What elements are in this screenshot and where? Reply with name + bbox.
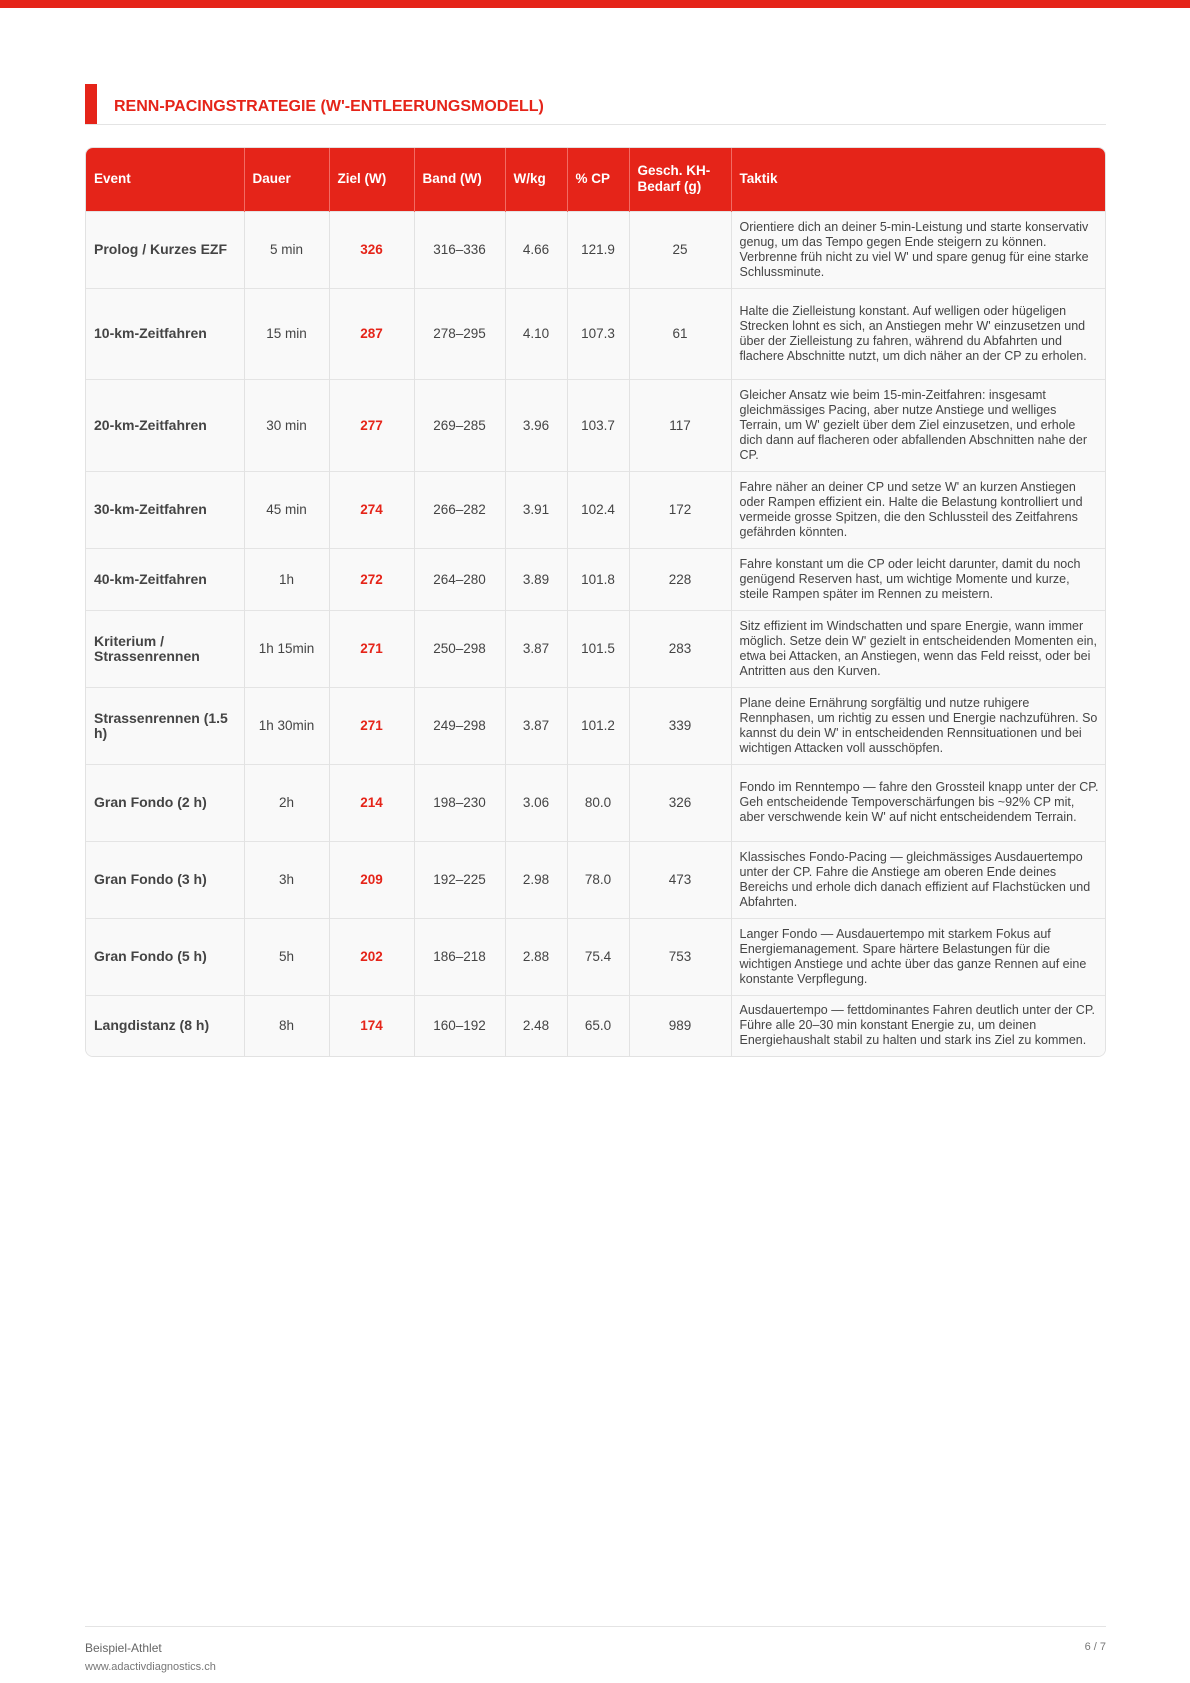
power-band-cell: 264–280	[414, 548, 505, 610]
wkg-cell: 2.98	[505, 841, 567, 918]
target-power-cell: 209	[329, 841, 414, 918]
section-accent-marker	[85, 84, 97, 124]
power-band-cell: 278–295	[414, 288, 505, 379]
tactic-cell: Orientiere dich an deiner 5-min-Leistung und starte konservativ genug, um das Tempo gegen Ende steigern zu können. Verbrenne früh nicht zu viel W' und spare genug für eine starke Schlussminute.	[731, 211, 1105, 288]
cp-percent-cell: 121.9	[567, 211, 629, 288]
target-power-cell: 271	[329, 610, 414, 687]
wkg-cell: 4.66	[505, 211, 567, 288]
event-cell: Prolog / Kurzes EZF	[86, 211, 244, 288]
header-tactic: Taktik	[739, 171, 778, 187]
cp-percent-cell: 103.7	[567, 379, 629, 471]
header-target: Ziel (W)	[329, 148, 414, 211]
cp-percent-cell: 80.0	[567, 764, 629, 841]
wkg-cell: 3.87	[505, 687, 567, 764]
wkg-cell: 3.89	[505, 548, 567, 610]
header-cp: % CP	[567, 148, 629, 211]
wkg-cell: 2.48	[505, 995, 567, 1056]
section-title: RENN-PACINGSTRATEGIE (W'-ENTLEERUNGSMODELL)	[114, 98, 544, 115]
power-band-cell: 198–230	[414, 764, 505, 841]
event-cell: 20-km-Zeitfahren	[86, 379, 244, 471]
tactic-cell: Fahre konstant um die CP oder leicht darunter, damit du noch genügend Reserven hast, um wichtige Momente und kurze, steile Rampen später im Rennen zu meistern.	[731, 548, 1105, 610]
power-band-cell: 250–298	[414, 610, 505, 687]
target-power-cell: 274	[329, 471, 414, 548]
website-link[interactable]: www.adactivdiagnostics.ch	[85, 1661, 216, 1673]
header-event: Event	[86, 148, 244, 211]
carbs-cell: 326	[629, 764, 731, 841]
event-cell: 10-km-Zeitfahren	[86, 288, 244, 379]
wkg-cell: 2.88	[505, 918, 567, 995]
event-cell: Gran Fondo (5 h)	[86, 918, 244, 995]
wkg-cell: 4.10	[505, 288, 567, 379]
tactic-cell: Fondo im Renntempo — fahre den Grossteil knapp unter der CP. Geh entscheidende Tempoverschärfungen bis ~92% CP mit, aber verschwende kein W' auf nicht entscheidendem Terrain.	[731, 764, 1105, 841]
power-band-cell: 316–336	[414, 211, 505, 288]
header-carbs: Gesch. KH-Bedarf (g)	[629, 148, 731, 211]
athlete-name: Beispiel-Athlet	[85, 1641, 162, 1655]
duration-cell: 1h	[244, 548, 329, 610]
event-cell: Langdistanz (8 h)	[86, 995, 244, 1056]
power-band-cell: 269–285	[414, 379, 505, 471]
page-number: 6 / 7	[1084, 1641, 1106, 1653]
power-band-cell: 186–218	[414, 918, 505, 995]
carbs-cell: 339	[629, 687, 731, 764]
carbs-cell: 283	[629, 610, 731, 687]
duration-cell: 1h 30min	[244, 687, 329, 764]
carbs-cell: 117	[629, 379, 731, 471]
power-band-cell: 160–192	[414, 995, 505, 1056]
cp-percent-cell: 101.5	[567, 610, 629, 687]
event-cell: Strassenrennen (1.5 h)	[86, 687, 244, 764]
power-band-cell: 266–282	[414, 471, 505, 548]
target-power-cell: 271	[329, 687, 414, 764]
table-row	[86, 918, 1105, 995]
carbs-cell: 25	[629, 211, 731, 288]
section-header	[85, 84, 1106, 125]
table-row	[86, 610, 1105, 687]
carbs-cell: 61	[629, 288, 731, 379]
event-cell: Gran Fondo (2 h)	[86, 764, 244, 841]
target-power-cell: 214	[329, 764, 414, 841]
wkg-cell: 3.06	[505, 764, 567, 841]
duration-cell: 5 min	[244, 211, 329, 288]
duration-cell: 8h	[244, 995, 329, 1056]
cp-percent-cell: 75.4	[567, 918, 629, 995]
cp-percent-cell: 65.0	[567, 995, 629, 1056]
tactic-cell: Sitz effizient im Windschatten und spare Energie, wann immer möglich. Setze dein W' gezielt in entscheidenden Momenten ein, etwa bei Attacken, an Anstiegen, wenn das Feld reisst, oder bei Antritten aus den Kurven.	[731, 610, 1105, 687]
tactic-cell: Gleicher Ansatz wie beim 15-min-Zeitfahren: insgesamt gleichmässiges Pacing, aber nutze Anstiege und welliges Terrain, um W' gezielt über dem Ziel einzusetzen, und erhole dich dann auf flacheren oder abfallenden Abschnitten nahe der CP.	[731, 379, 1105, 471]
target-power-cell: 277	[329, 379, 414, 471]
cp-percent-cell: 101.2	[567, 687, 629, 764]
top-accent-bar	[0, 0, 1190, 8]
header-band: Band (W)	[414, 148, 505, 211]
carbs-cell: 228	[629, 548, 731, 610]
target-power-cell: 287	[329, 288, 414, 379]
power-band-cell: 249–298	[414, 687, 505, 764]
table-header-row	[86, 148, 1105, 211]
power-band-cell: 192–225	[414, 841, 505, 918]
wkg-cell: 3.96	[505, 379, 567, 471]
table-row	[86, 841, 1105, 918]
duration-cell: 3h	[244, 841, 329, 918]
tactic-cell: Halte die Zielleistung konstant. Auf welligen oder hügeligen Strecken lohnt es sich, an Anstiegen mehr W' einzusetzen und über der Zielleistung zu fahren, während du Abfahrten und flachere Abschnitte nutzt, um dich näher an der CP zu erholen.	[731, 288, 1105, 379]
target-power-cell: 174	[329, 995, 414, 1056]
carbs-cell: 172	[629, 471, 731, 548]
event-cell: Kriterium / Strassenrennen	[86, 610, 244, 687]
wkg-cell: 3.91	[505, 471, 567, 548]
duration-cell: 1h 15min	[244, 610, 329, 687]
table-row	[86, 548, 1105, 610]
event-cell: Gran Fondo (3 h)	[86, 841, 244, 918]
tactic-cell: Plane deine Ernährung sorgfältig und nutze ruhigere Rennphasen, um richtig zu essen und Energie nachzuführen. So kannst du dein W' in entscheidenden Rennsituationen und bei wichtigen Attacken voll ausschöpfen.	[731, 687, 1105, 764]
header-duration: Dauer	[244, 148, 329, 211]
duration-cell: 30 min	[244, 379, 329, 471]
event-cell: 30-km-Zeitfahren	[86, 471, 244, 548]
table-row	[86, 687, 1105, 764]
cp-percent-cell: 101.8	[567, 548, 629, 610]
carbs-cell: 989	[629, 995, 731, 1056]
duration-cell: 15 min	[244, 288, 329, 379]
pacing-table	[86, 148, 1105, 1056]
pacing-table-container	[85, 147, 1106, 1057]
target-power-cell: 272	[329, 548, 414, 610]
tactic-cell: Ausdauertempo — fettdominantes Fahren deutlich unter der CP. Führe alle 20–30 min konstant Energie zu, um deinen Energiehaushalt stabil zu halten und stark ins Ziel zu kommen.	[731, 995, 1105, 1056]
table-row	[86, 379, 1105, 471]
page-footer	[85, 1626, 1106, 1673]
tactic-cell: Fahre näher an deiner CP und setze W' an kurzen Anstiegen oder Rampen effizient ein. Halte die Belastung kontrolliert und vermeide grosse Spitzen, die den Schlussteil des Zeitfahrens gefährden könnten.	[731, 471, 1105, 548]
table-row	[86, 211, 1105, 288]
tactic-cell: Klassisches Fondo-Pacing — gleichmässiges Ausdauertempo unter der CP. Fahre die Anstiege am oberen Ende deines Bereichs und erhole dich danach effizient auf Flachstücken und Abfahrten.	[731, 841, 1105, 918]
carbs-cell: 753	[629, 918, 731, 995]
wkg-cell: 3.87	[505, 610, 567, 687]
event-cell: 40-km-Zeitfahren	[86, 548, 244, 610]
table-row	[86, 764, 1105, 841]
duration-cell: 45 min	[244, 471, 329, 548]
cp-percent-cell: 78.0	[567, 841, 629, 918]
duration-cell: 2h	[244, 764, 329, 841]
cp-percent-cell: 107.3	[567, 288, 629, 379]
tactic-cell: Langer Fondo — Ausdauertempo mit starkem Fokus auf Energiemanagement. Spare härtere Belastungen für die wichtigen Anstiege und achte über das ganze Rennen auf eine konstante Verpflegung.	[731, 918, 1105, 995]
table-row	[86, 288, 1105, 379]
target-power-cell: 202	[329, 918, 414, 995]
table-row	[86, 471, 1105, 548]
table-row	[86, 995, 1105, 1056]
header-wkg: W/kg	[505, 148, 567, 211]
target-power-cell: 326	[329, 211, 414, 288]
duration-cell: 5h	[244, 918, 329, 995]
carbs-cell: 473	[629, 841, 731, 918]
cp-percent-cell: 102.4	[567, 471, 629, 548]
